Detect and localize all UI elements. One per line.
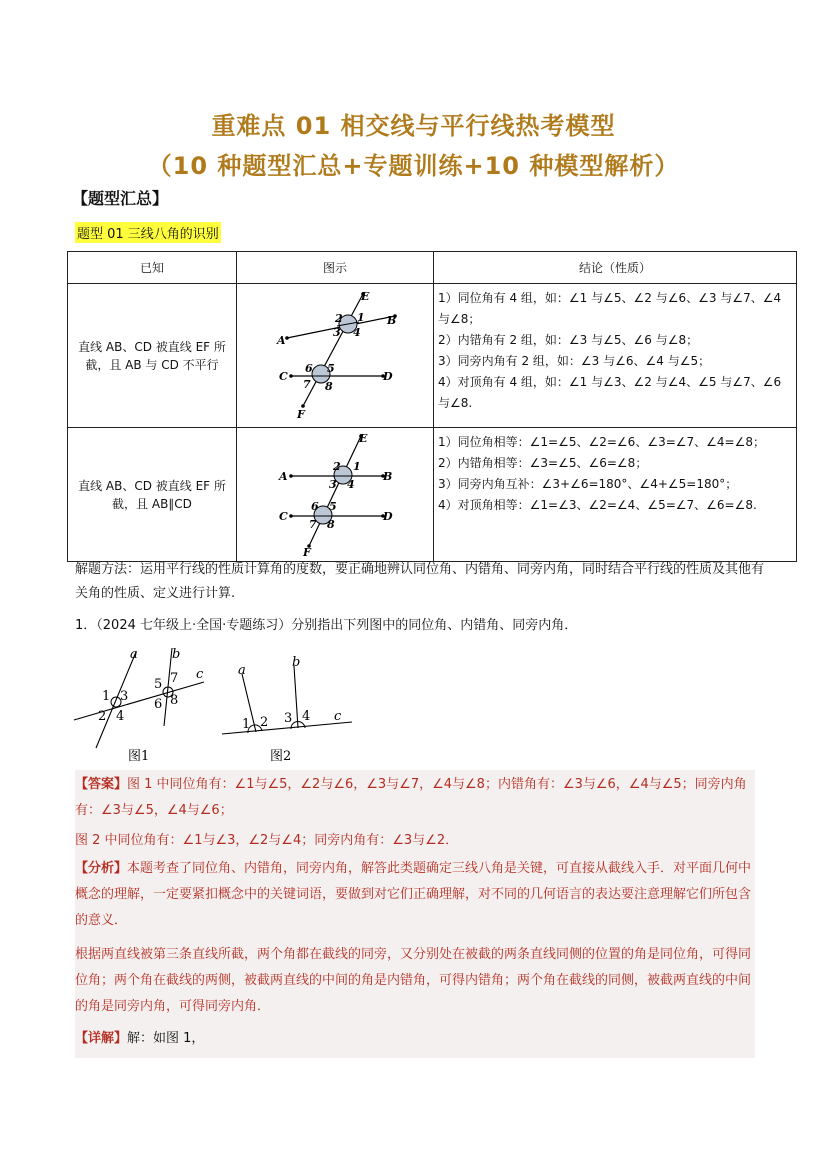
table-row xyxy=(68,284,797,428)
label-A: A xyxy=(279,470,288,483)
fig1-label-b: b xyxy=(172,647,181,662)
angle-label: 8 xyxy=(325,380,333,393)
header-known: 已知 xyxy=(68,252,237,284)
analysis-tag: 【分析】 xyxy=(75,861,128,876)
label-E: E xyxy=(361,290,370,303)
label-B: B xyxy=(387,314,397,327)
angle-label: 1 xyxy=(102,689,111,704)
analysis-paragraph-1: 本题考查了同位角、内错角，同旁内角，解答此类题确定三线八角是关键，可直接从截线入手．对平面几何中概念的理解，一定要紧扣概念中的关键词语，要做到对它们正确理解，对不同的几何语言的表达要注意理解它们所包含的意义． xyxy=(75,861,752,928)
angle-label: 7 xyxy=(303,378,311,391)
angle-label: 4 xyxy=(302,709,311,724)
figure-1 xyxy=(74,647,204,764)
angle-label: 6 xyxy=(305,362,313,375)
angle-label: 8 xyxy=(327,518,335,531)
label-F: F xyxy=(297,408,305,421)
answer-line-1: 图 1 中同位角有：∠1与∠5，∠2与∠6，∠3与∠7，∠4与∠8；内错角有：∠3与∠6，∠4与∠5；同旁内角有：∠3与∠5，∠4与∠6； xyxy=(75,777,747,818)
label-A: A xyxy=(277,334,286,347)
angle-label: 3 xyxy=(120,689,129,704)
angle-label: 6 xyxy=(154,697,163,712)
fig1-caption: 图1 xyxy=(128,749,150,764)
row1-known: 直线 AB、CD 被直线 EF 所截，且 AB 与 CD 不平行 xyxy=(68,284,237,428)
analysis-paragraph-2: 根据两直线被第三条直线所截，两个角都在截线的同旁，又分别处在被截的两条直线同侧的位置的角是同位角，可得同位角；两个角在截线的两侧，被截两直线的中间的角是内错角，可得内错角；两个角在截线的同侧，被截两直线的中间的角是同旁内角，可得同旁内角． xyxy=(75,947,752,1014)
fig2-label-a: a xyxy=(238,663,246,678)
row1-conclusions xyxy=(434,284,797,428)
header-figure: 图示 xyxy=(237,252,434,284)
angle-label: 1 xyxy=(353,460,361,473)
conclusion-item: 3）同旁内角有 2 组，如：∠3 与∠6、∠4 与∠5； xyxy=(438,354,711,368)
angle-label: 4 xyxy=(353,326,361,339)
page-subtitle: （10 种题型汇总+专题训练+10 种模型解析） xyxy=(147,152,680,180)
answer-block xyxy=(75,772,755,824)
analysis-block xyxy=(75,856,755,934)
conclusion-item: 1）同位角相等：∠1=∠5、∠2=∠6、∠3=∠7、∠4=∠8； xyxy=(438,435,765,449)
fig2-caption: 图2 xyxy=(270,749,292,764)
label-E: E xyxy=(359,432,368,445)
conclusion-item: 2）内错角有 2 组，如：∠3 与∠5、∠6 与∠8； xyxy=(438,333,699,347)
table-row xyxy=(68,428,797,562)
label-F: F xyxy=(303,546,311,558)
angle-label: 4 xyxy=(347,478,355,491)
angle-label: 5 xyxy=(154,677,163,692)
angle-label: 7 xyxy=(170,671,179,686)
row2-figure xyxy=(237,428,434,562)
label-D: D xyxy=(383,510,393,523)
angle-label: 5 xyxy=(329,500,337,513)
parallel-lines-figure xyxy=(237,428,433,558)
label-C: C xyxy=(279,370,288,383)
label-D: D xyxy=(383,370,393,383)
table-header-row xyxy=(68,252,797,284)
angle-label: 1 xyxy=(242,717,251,732)
row2-known: 直线 AB、CD 被直线 EF 所截，且 AB∥CD xyxy=(68,428,237,562)
angle-label: 3 xyxy=(329,478,337,491)
conclusion-item: 1）同位角有 4 组，如：∠1 与∠5、∠2 与∠6、∠3 与∠7、∠4 与∠8； xyxy=(438,291,782,326)
figure-2 xyxy=(222,655,352,764)
question-figures xyxy=(72,642,362,766)
angle-label: 3 xyxy=(284,711,293,726)
angle-label: 4 xyxy=(116,709,125,724)
angle-label: 1 xyxy=(357,311,365,324)
detail-block xyxy=(75,1026,755,1052)
section-label: 【题型汇总】 xyxy=(72,189,169,208)
angle-label: 3 xyxy=(333,326,341,339)
question-1: 1．（2024 七年级上·全国·专题练习）分别指出下列图中的同位角、内错角、同旁内角． xyxy=(75,618,578,633)
row2-conclusions xyxy=(434,428,797,562)
conclusion-item: 4）对顶角相等：∠1=∠3、∠2=∠4、∠5=∠7、∠6=∠8. xyxy=(438,498,757,512)
non-parallel-lines-figure xyxy=(237,284,433,424)
method-text: 解题方法：运用平行线的性质计算角的度数，要正确地辨认同位角、内错角、同旁内角，同时结合平行线的性质及其他有关角的性质、定义进行计算. xyxy=(75,562,765,601)
angle-label: 2 xyxy=(333,460,341,473)
header-conclusion: 结论（性质） xyxy=(434,252,797,284)
angle-label: 8 xyxy=(170,693,179,708)
row1-figure xyxy=(237,284,434,428)
fig1-label-a: a xyxy=(130,647,138,662)
angle-label: 5 xyxy=(327,362,335,375)
knowledge-table xyxy=(67,251,797,562)
angle-label: 6 xyxy=(311,500,319,513)
fig2-label-b: b xyxy=(292,655,301,670)
answer-line-2: 图 2 中同位角有：∠1与∠3，∠2与∠4；同旁内角有：∠3与∠2． xyxy=(75,833,459,848)
label-B: B xyxy=(383,470,393,483)
type-heading: 题型 01 三线八角的识别 xyxy=(75,222,221,243)
page-title: 重难点 01 相交线与平行线热考模型 xyxy=(211,112,616,140)
conclusion-item: 2）内错角相等：∠3=∠5、∠6=∠8； xyxy=(438,456,648,470)
angle-label: 7 xyxy=(309,518,317,531)
angle-label: 2 xyxy=(335,312,343,325)
detail-tag: 【详解】 xyxy=(75,1031,128,1046)
fig1-label-c: c xyxy=(196,667,204,682)
conclusion-item: 4）对顶角有 4 组，如：∠1 与∠3、∠2 与∠4、∠5 与∠7、∠6 与∠8. xyxy=(438,375,782,410)
fig2-label-c: c xyxy=(334,709,342,724)
label-C: C xyxy=(279,510,288,523)
detail-text: 解：如图 1， xyxy=(127,1031,205,1046)
conclusion-item: 3）同旁内角互补：∠3+∠6=180°、∠4+∠5=180°； xyxy=(438,477,738,491)
answer-tag: 【答案】 xyxy=(75,777,128,792)
angle-label: 2 xyxy=(260,715,269,730)
angle-label: 2 xyxy=(98,709,107,724)
